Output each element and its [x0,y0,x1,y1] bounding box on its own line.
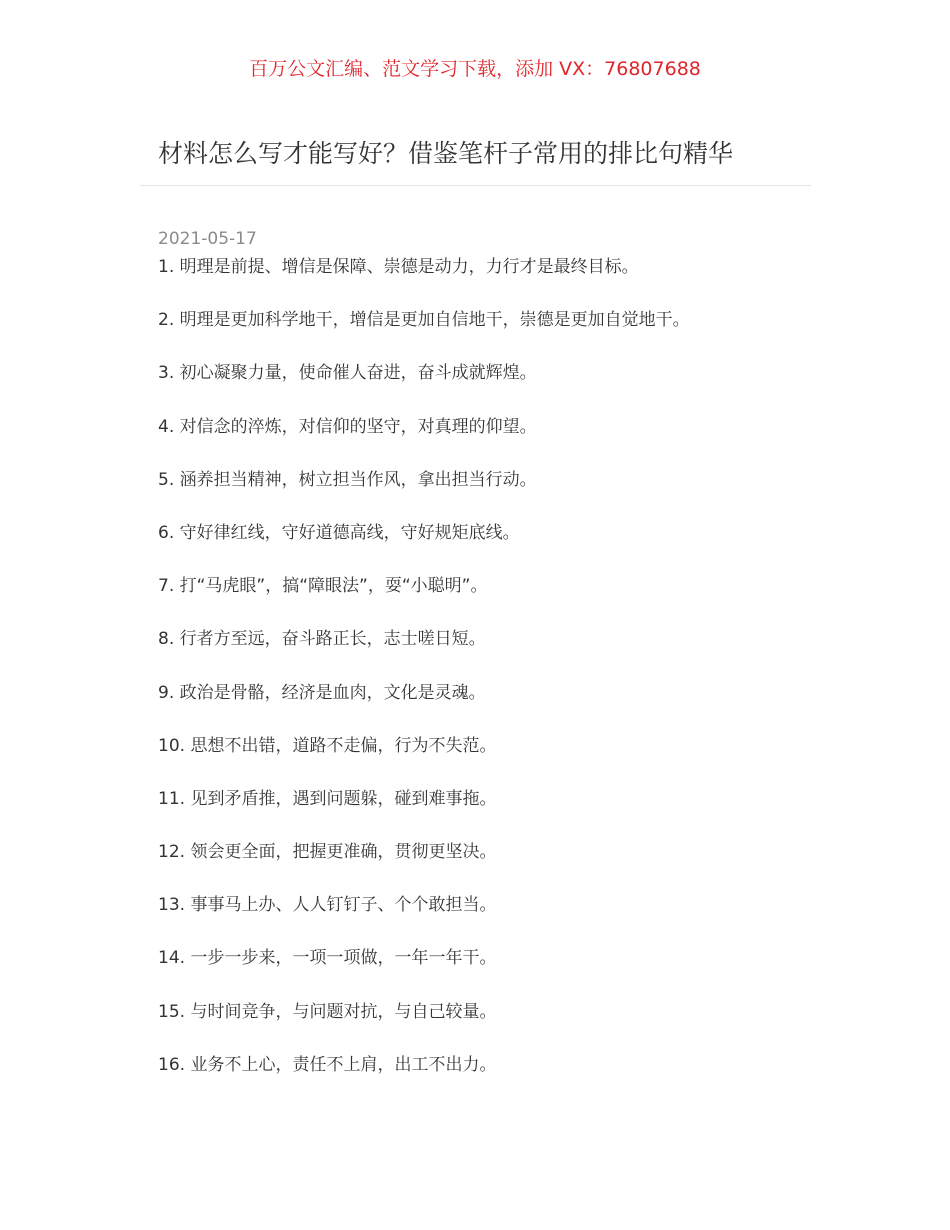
list-item: 8. 行者方至远，奋斗路正长，志士嗟日短。 [158,629,486,650]
list-item: 3. 初心凝聚力量，使命催人奋进，奋斗成就辉煌。 [158,363,537,384]
list-item: 2. 明理是更加科学地干，增信是更加自信地干，崇德是更加自觉地干。 [158,310,690,331]
list-item: 13. 事事马上办、人人钉钉子、个个敢担当。 [158,895,497,916]
list-item: 12. 领会更全面，把握更准确，贯彻更坚决。 [158,842,497,863]
list-item: 9. 政治是骨骼，经济是血肉，文化是灵魂。 [158,682,486,703]
list-item: 4. 对信念的淬炼，对信仰的坚守，对真理的仰望。 [158,416,537,437]
list-item: 16. 业务不上心，责任不上肩，出工不出力。 [158,1054,497,1075]
title-divider [140,185,811,186]
list-item: 14. 一步一步来，一项一项做，一年一年干。 [158,948,497,969]
list-item: 1. 明理是前提、增信是保障、崇德是动力，力行才是最终目标。 [158,257,639,277]
article-title: 材料怎么写才能写好？借鉴笔杆子常用的排比句精华 [158,139,734,168]
list-item: 11. 见到矛盾推，遇到问题躲，碰到难事拖。 [158,788,497,809]
list-item: 6. 守好律红线，守好道德高线，守好规矩底线。 [158,522,520,543]
list-item: 7. 打“马虎眼”，搞“障眼法”，耍“小聪明”。 [158,576,488,597]
sentence-list [158,255,798,1106]
list-item: 15. 与时间竞争，与问题对抗，与自己较量。 [158,1001,497,1022]
list-item: 10. 思想不出错，道路不走偏，行为不失范。 [158,735,497,756]
publish-date: 2021-05-17 [158,229,257,249]
promo-banner: 百万公文汇编、范文学习下载，添加 VX：76807688 [249,58,701,80]
list-item: 5. 涵养担当精神，树立担当作风，拿出担当行动。 [158,469,537,490]
